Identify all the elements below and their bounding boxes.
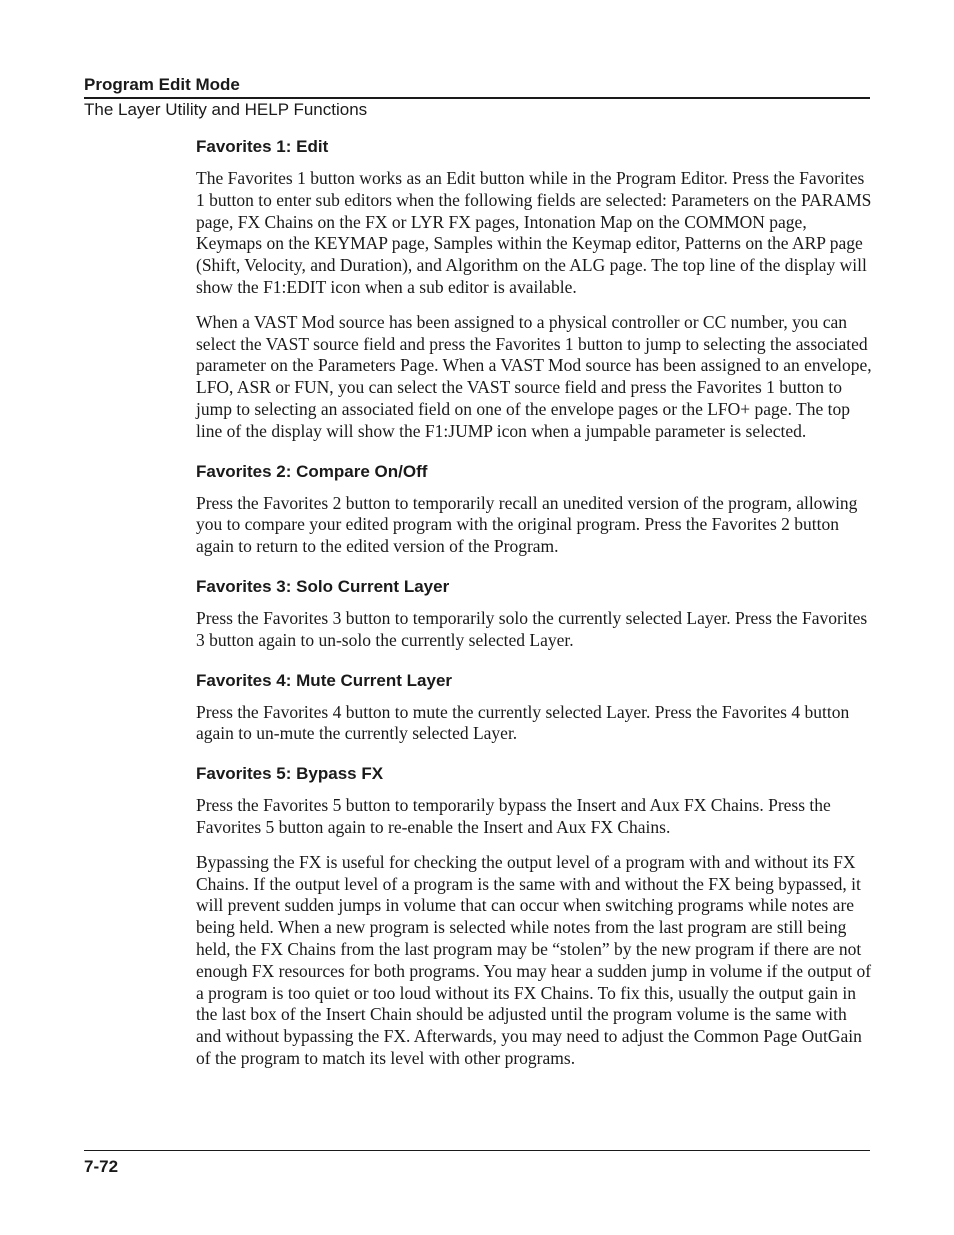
section-favorites-5-bypass: [196, 763, 874, 1070]
page-body: [196, 136, 874, 1070]
body-paragraph: The Favorites 1 button works as an Edit button while in the Program Editor. Press the Favorites 1 button to enter sub editors when the following fields are selected: Parameters on the PARAMS page, FX Chains on the FX or LYR FX pages, Intonation Map on the COMMON page, Keymaps on the KEYMAP page, Samples within the Keymap editor, Patterns on the ARP page (Shift, Velocity, and Duration), and Algorithm on the ALG page. The top line of the display will show the F1:EDIT icon when a sub editor is available.: [196, 168, 872, 297]
page-number: 7-72: [84, 1157, 119, 1176]
body-paragraph: Press the Favorites 3 button to temporarily solo the currently selected Layer. Press the Favorites 3 button again to un-solo the currently selected Layer.: [196, 607, 868, 650]
running-header-subtitle: The Layer Utility and HELP Functions: [84, 100, 368, 119]
section-heading: Favorites 2: Compare On/Off: [196, 461, 428, 481]
section-favorites-1-edit: [196, 136, 874, 443]
body-paragraph: Bypassing the FX is useful for checking the output level of a program with and without its FX Chains. If the output level of a program is the same with and without the FX being bypassed, it will prevent sudden jumps in volume that can occur when switching programs while notes are being held. When a new program is selected while notes from the last program are still being held, the FX Chains from the last program may be “stolen” by the new program if there are not enough FX resources for both programs. You may hear a sudden jump in volume if the output of a program is too quiet or too loud without its FX Chains. To fix this, usually the output gain in the last box of the Insert Chain should be adjusted until the program volume is the same with and without bypassing the FX. Afterwards, you may need to adjust the Common Page OutGain of the program to match its level with other programs.: [196, 851, 872, 1068]
section-heading: Favorites 3: Solo Current Layer: [196, 576, 450, 596]
section-heading: Favorites 1: Edit: [196, 137, 329, 156]
section-heading: Favorites 4: Mute Current Layer: [196, 670, 453, 690]
section-favorites-2-compare: [196, 461, 874, 558]
body-paragraph: Press the Favorites 4 button to mute the currently selected Layer. Press the Favorites 4 button again to un-mute the currently selected Layer.: [196, 701, 850, 744]
section-favorites-4-mute: [196, 670, 874, 746]
section-favorites-3-solo: [196, 576, 874, 652]
body-paragraph: Press the Favorites 5 button to temporarily bypass the Insert and Aux FX Chains. Press the Favorites 5 button again to re-enable the Insert and Aux FX Chains.: [196, 795, 831, 837]
body-paragraph: When a VAST Mod source has been assigned to a physical controller or CC number, you can select the VAST source field and press the Favorites 1 button to jump to selecting the associated parameter on the Parameters Page. When a VAST Mod source has been assigned to an envelope, LFO, ASR or FUN, you can select the VAST source field and press the Favorites 1 button to jump to selecting an associated field on one of the envelope pages or the LFO+ page. The top line of the display will show the F1:JUMP icon when a jumpable parameter is selected.: [196, 311, 872, 441]
section-heading: Favorites 5: Bypass FX: [196, 764, 384, 784]
footer-rule: [84, 1150, 870, 1151]
running-header-title: Program Edit Mode: [84, 75, 240, 94]
header-rule: [84, 97, 870, 99]
body-paragraph: Press the Favorites 2 button to temporarily recall an unedited version of the program, allowing you to compare your edited program with the original program. Press the Favorites 2 button again to return to the edited version of the Program.: [196, 492, 858, 557]
